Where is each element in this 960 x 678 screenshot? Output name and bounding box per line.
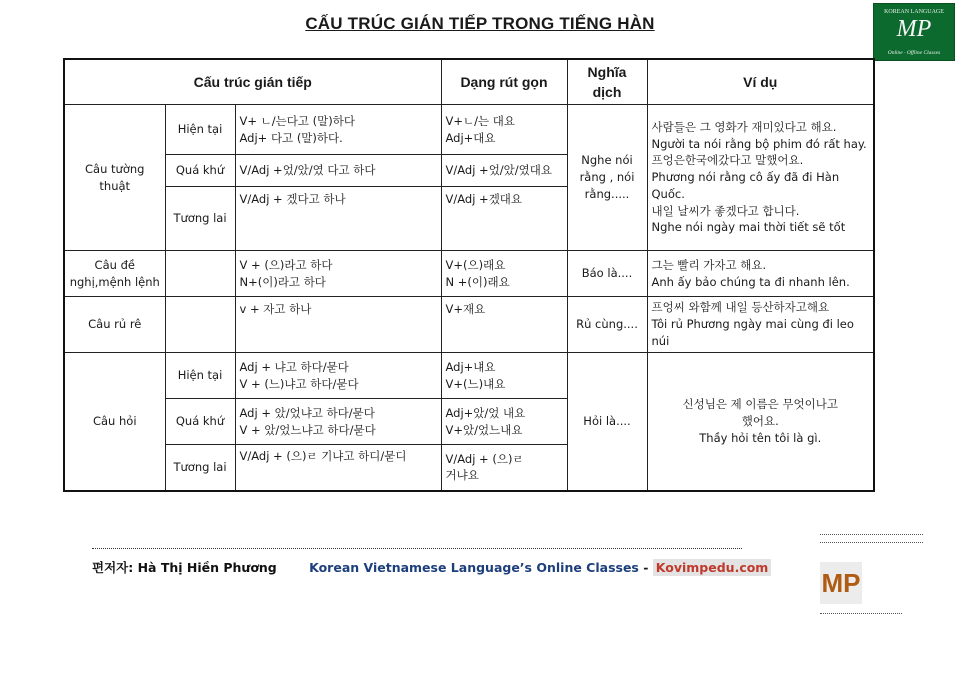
tense-label: Quá khứ: [165, 399, 235, 445]
header-short-form: Dạng rút gọn: [441, 59, 567, 105]
example-line: Người ta nói rằng bộ phim đó rất hay.: [651, 136, 867, 151]
example-line: Thầy hỏi tên tôi là gì.: [699, 430, 822, 445]
short-form-line: V+ㄴ/는 대요: [445, 113, 515, 128]
signature-line: [820, 542, 923, 543]
structure-cell: [235, 105, 441, 155]
structure-line: V + 았/었느냐고 하다/묻다: [239, 422, 376, 437]
example-line: 그는 빨리 가자고 해요.: [651, 257, 767, 272]
header-example: Ví dụ: [647, 59, 874, 105]
example-cell: [647, 297, 874, 353]
logo-top-text: KOREAN LANGUAGE: [884, 9, 944, 15]
tense-label: Tương lai: [165, 445, 235, 491]
short-form-cell: [441, 105, 567, 155]
tense-label: Quá khứ: [165, 155, 235, 187]
example-line: Phương nói rằng cô ấy đã đi Hàn Quốc.: [651, 170, 840, 201]
logo-bottom-text: Online · Offline Classes: [887, 50, 941, 56]
short-form-line: V+았/었느내요: [445, 422, 523, 437]
meaning-cell: Rủ cùng....: [567, 297, 647, 353]
tense-label: Hiện tại: [165, 353, 235, 399]
empty-tense-cell: [165, 297, 235, 353]
short-form-line: V+(으)래요: [445, 257, 506, 272]
example-line: 사람들은 그 영화가 재미있다고 해요.: [651, 120, 837, 135]
footer-divider: [92, 548, 742, 549]
short-form-line: 거냐요: [445, 468, 479, 483]
structure-cell: [235, 353, 441, 399]
mp-logo: [873, 3, 955, 61]
short-form-line: V+(느)냬요: [445, 376, 506, 391]
meaning-cell: Hỏi là....: [567, 353, 647, 491]
footer-school: Korean Vietnamese Language’s Online Classes: [309, 560, 639, 575]
header-structure: Cấu trúc gián tiếp: [64, 59, 441, 105]
short-form-cell: V/Adj +었/았/였대요: [441, 155, 567, 187]
mp-badge: MP: [820, 562, 862, 604]
structure-cell: [235, 251, 441, 297]
logo-mark: MP: [896, 16, 932, 42]
meaning-cell: Nghe nói rằng , nói rằng.....: [567, 105, 647, 251]
short-form-line: Adj+대요: [445, 130, 496, 145]
group-label-invitation: Câu rủ rê: [64, 297, 165, 353]
table-row: [64, 297, 874, 353]
table-row: [64, 353, 874, 399]
example-line: 프엉씨 와함께 내일 등산하자고해요: [651, 300, 830, 315]
structure-line: V+ ㄴ/는다고 (말)하다: [239, 113, 355, 128]
short-form-cell: V+재요: [441, 297, 567, 353]
short-form-line: Adj+았/었 내요: [445, 405, 526, 420]
short-form-cell: [441, 251, 567, 297]
header-row: [64, 59, 874, 105]
group-label-reported: Câu tường thuật: [64, 105, 165, 251]
short-form-line: V/Adj + (으)ㄹ: [445, 451, 524, 466]
footer-website-link[interactable]: Kovimpedu.com: [653, 559, 772, 576]
meaning-cell: Báo là....: [567, 251, 647, 297]
example-line: 내일 날씨가 좋겠다고 합니다.: [651, 203, 800, 218]
structure-line: N+(이)라고 하다: [239, 274, 326, 289]
example-line: 신성님은 제 이름은 무엇이나고: [682, 397, 838, 412]
example-line: Anh ấy bảo chúng ta đi nhanh lên.: [651, 274, 850, 289]
structure-line: V + (으)라고 하다: [239, 257, 333, 272]
structure-cell: v + 자고 하나: [235, 297, 441, 353]
signature-line: [820, 534, 923, 535]
group-label-suggestion: Câu đề nghị,mệnh lệnh: [64, 251, 165, 297]
group-label-question: Câu hỏi: [64, 353, 165, 491]
document-title: CẤU TRÚC GIÁN TIẾP TRONG TIẾNG HÀN: [305, 14, 655, 33]
example-cell: [647, 353, 874, 491]
short-form-line: N +(이)래요: [445, 274, 510, 289]
footer: [92, 558, 771, 576]
short-form-line: Adj+냬요: [445, 359, 496, 374]
short-form-cell: V/Adj +겠대요: [441, 187, 567, 251]
empty-tense-cell: [165, 251, 235, 297]
structure-cell: [235, 399, 441, 445]
example-line: 프엉은한국에갔다고 말했어요.: [651, 153, 804, 168]
structure-line: Adj+ 다고 (말)하다.: [239, 130, 343, 145]
short-form-cell: [441, 399, 567, 445]
short-form-cell: [441, 353, 567, 399]
tense-label: Tương lai: [165, 187, 235, 251]
example-line: Tôi rủ Phương ngày mai cùng đi leo núi: [651, 317, 854, 348]
header-meaning: Nghĩa dịch: [567, 59, 647, 105]
footer-separator: -: [638, 560, 653, 575]
table-row: [64, 251, 874, 297]
structure-line: V + (느)냐고 하다/묻다: [239, 376, 359, 391]
example-line: 했어요.: [741, 413, 779, 428]
structure-line: Adj + 았/었냐고 하다/묻다: [239, 405, 375, 420]
structure-cell: V/Adj + (으)ㄹ 기냐고 하디/묻디: [235, 445, 441, 491]
structure-line: Adj + 냐고 하다/묻다: [239, 359, 349, 374]
signature-line: [820, 613, 902, 614]
table-row: [64, 105, 874, 155]
example-cell: [647, 251, 874, 297]
tense-label: Hiện tại: [165, 105, 235, 155]
structure-cell: V/Adj + 겠다고 하나: [235, 187, 441, 251]
short-form-cell: [441, 445, 567, 491]
structure-cell: V/Adj +었/았/였 다고 하다: [235, 155, 441, 187]
footer-author: 편저자: Hà Thị Hiền Phương: [92, 560, 277, 575]
grammar-table: [63, 58, 875, 492]
example-cell: [647, 105, 874, 251]
example-line: Nghe nói ngày mai thời tiết sẽ tốt: [651, 220, 846, 235]
